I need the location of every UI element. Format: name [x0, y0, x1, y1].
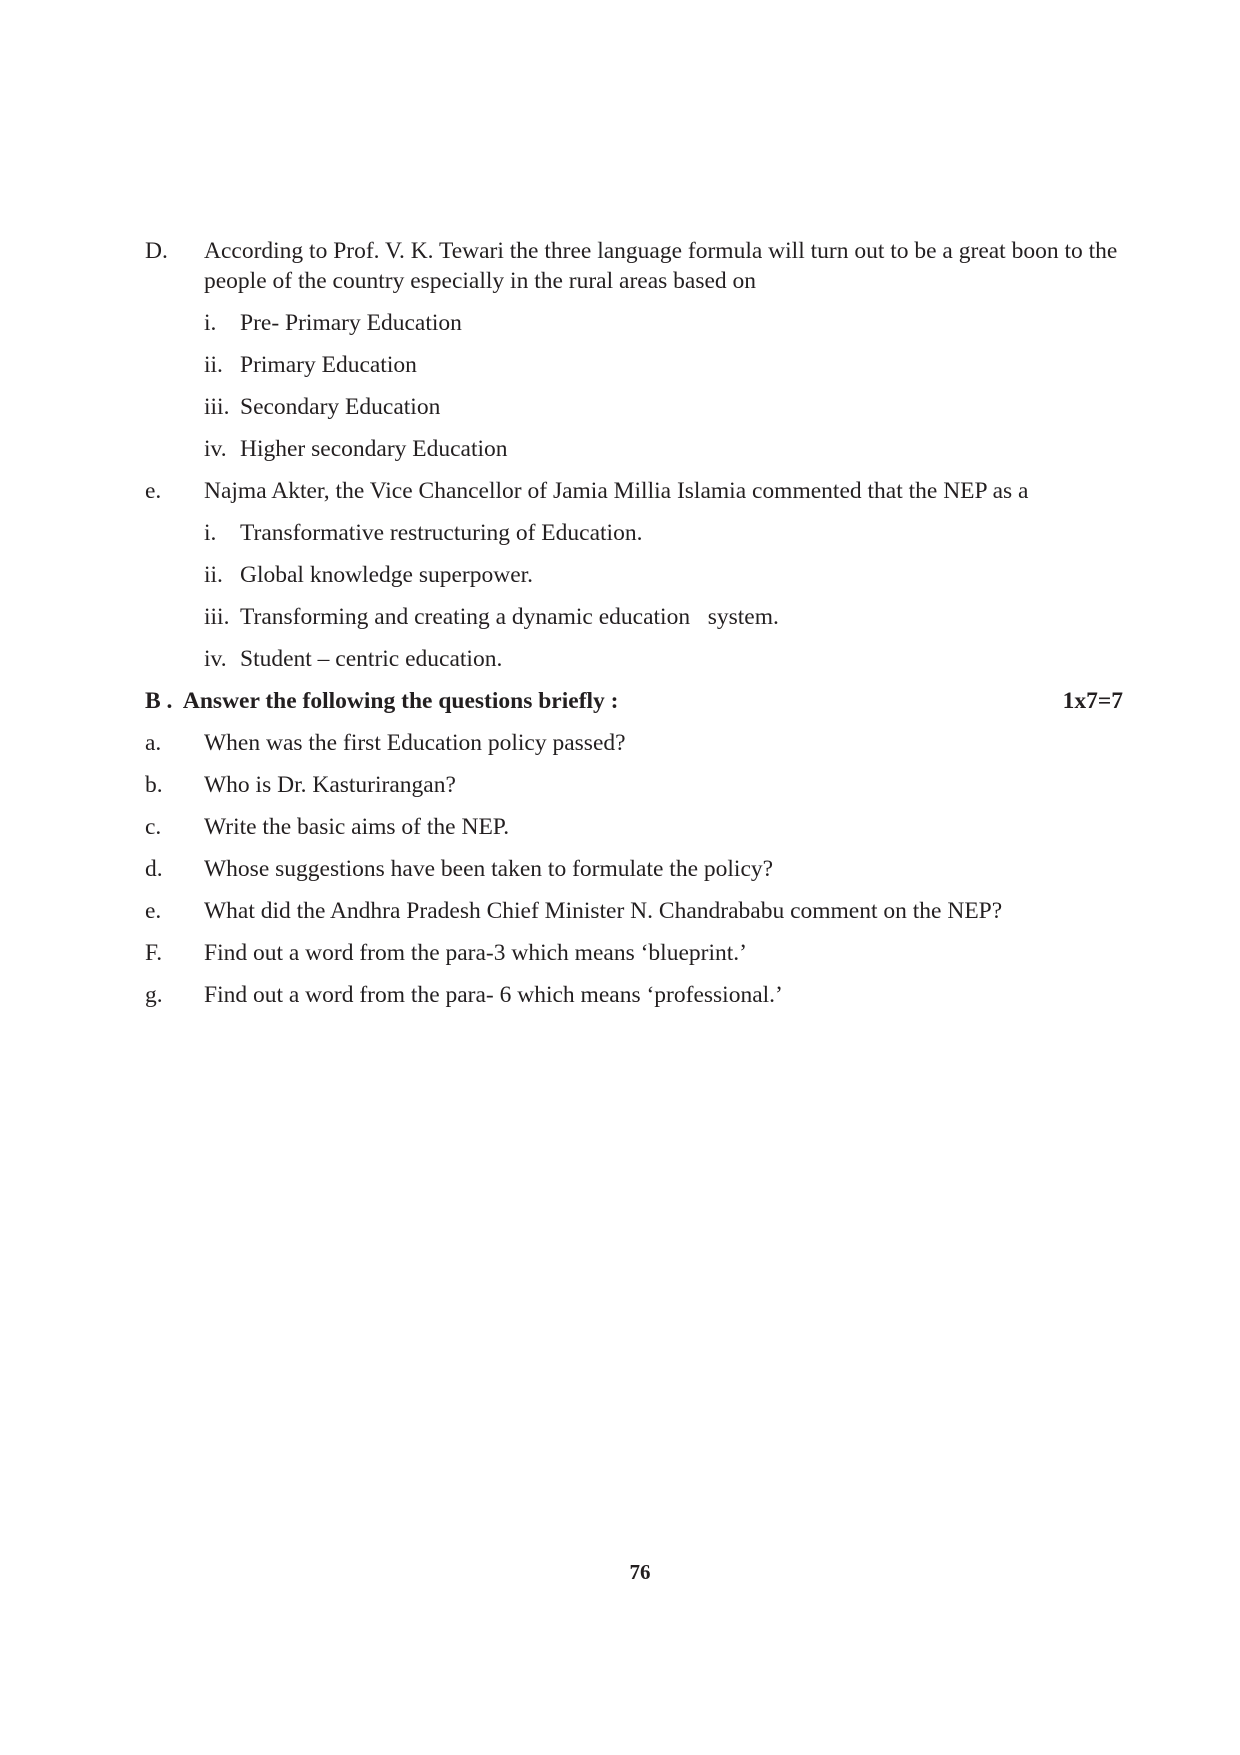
- question-label: e.: [145, 478, 162, 504]
- question-label: b.: [145, 772, 163, 798]
- option-text: Transformative restructuring of Education.: [240, 520, 643, 546]
- short-question: [0, 812, 1240, 842]
- option-text: Secondary Education: [240, 394, 441, 420]
- question-text: Whose suggestions have been taken to formulate the policy?: [204, 856, 774, 882]
- question-text: Find out a word from the para-3 which means ‘blueprint.’: [204, 940, 747, 966]
- option-text: Higher secondary Education: [240, 436, 508, 462]
- question-e: [0, 476, 1240, 506]
- option-text: Pre- Primary Education: [240, 310, 462, 336]
- section-b-heading: [0, 686, 1240, 716]
- option-number: ii.: [204, 352, 223, 378]
- question-label: e.: [145, 898, 162, 924]
- question-label: g.: [145, 982, 163, 1008]
- option-item: [204, 434, 1240, 464]
- question-label: a.: [145, 730, 162, 756]
- option-text: Student – centric education.: [240, 646, 503, 672]
- short-question: [0, 938, 1240, 968]
- question-label: d.: [145, 856, 163, 882]
- option-text: Transforming and creating a dynamic education system.: [240, 604, 779, 630]
- option-item: [204, 644, 1240, 674]
- option-number: iii.: [204, 394, 230, 420]
- short-question: [0, 896, 1240, 926]
- page-content: [0, 236, 1240, 1022]
- question-text: What did the Andhra Pradesh Chief Minister N. Chandrababu comment on the NEP?: [204, 898, 1003, 924]
- option-number: i.: [204, 310, 217, 336]
- option-item: [204, 560, 1240, 590]
- section-title: B . Answer the following the questions briefly :: [145, 688, 619, 714]
- option-text: Primary Education: [240, 352, 417, 378]
- option-number: iii.: [204, 604, 230, 630]
- question-text: Write the basic aims of the NEP.: [204, 814, 510, 840]
- option-item: [204, 392, 1240, 422]
- option-number: i.: [204, 520, 217, 546]
- question-label: c.: [145, 814, 162, 840]
- option-number: iv.: [204, 646, 227, 672]
- question-text: According to Prof. V. K. Tewari the three language formula will turn out to be a great boon to the people of the country especially in the rural areas based on: [204, 238, 1118, 294]
- short-question: [0, 770, 1240, 800]
- question-d: [0, 236, 1240, 296]
- question-text: Who is Dr. Kasturirangan?: [204, 772, 456, 798]
- question-text: Find out a word from the para- 6 which means ‘professional.’: [204, 982, 783, 1008]
- option-item: [204, 518, 1240, 548]
- option-number: ii.: [204, 562, 223, 588]
- option-number: iv.: [204, 436, 227, 462]
- short-question: [0, 728, 1240, 758]
- question-label: D.: [145, 238, 168, 264]
- option-item: [204, 602, 1240, 632]
- short-question: [0, 854, 1240, 884]
- section-marks: 1x7=7: [1062, 688, 1123, 714]
- question-text: When was the first Education policy passed?: [204, 730, 626, 756]
- question-label: F.: [145, 940, 163, 966]
- short-question: [0, 980, 1240, 1010]
- option-text: Global knowledge superpower.: [240, 562, 534, 588]
- option-item: [204, 308, 1240, 338]
- question-text: Najma Akter, the Vice Chancellor of Jamia Millia Islamia commented that the NEP as a: [204, 478, 1029, 504]
- option-item: [204, 350, 1240, 380]
- page-number: 76: [629, 1560, 651, 1584]
